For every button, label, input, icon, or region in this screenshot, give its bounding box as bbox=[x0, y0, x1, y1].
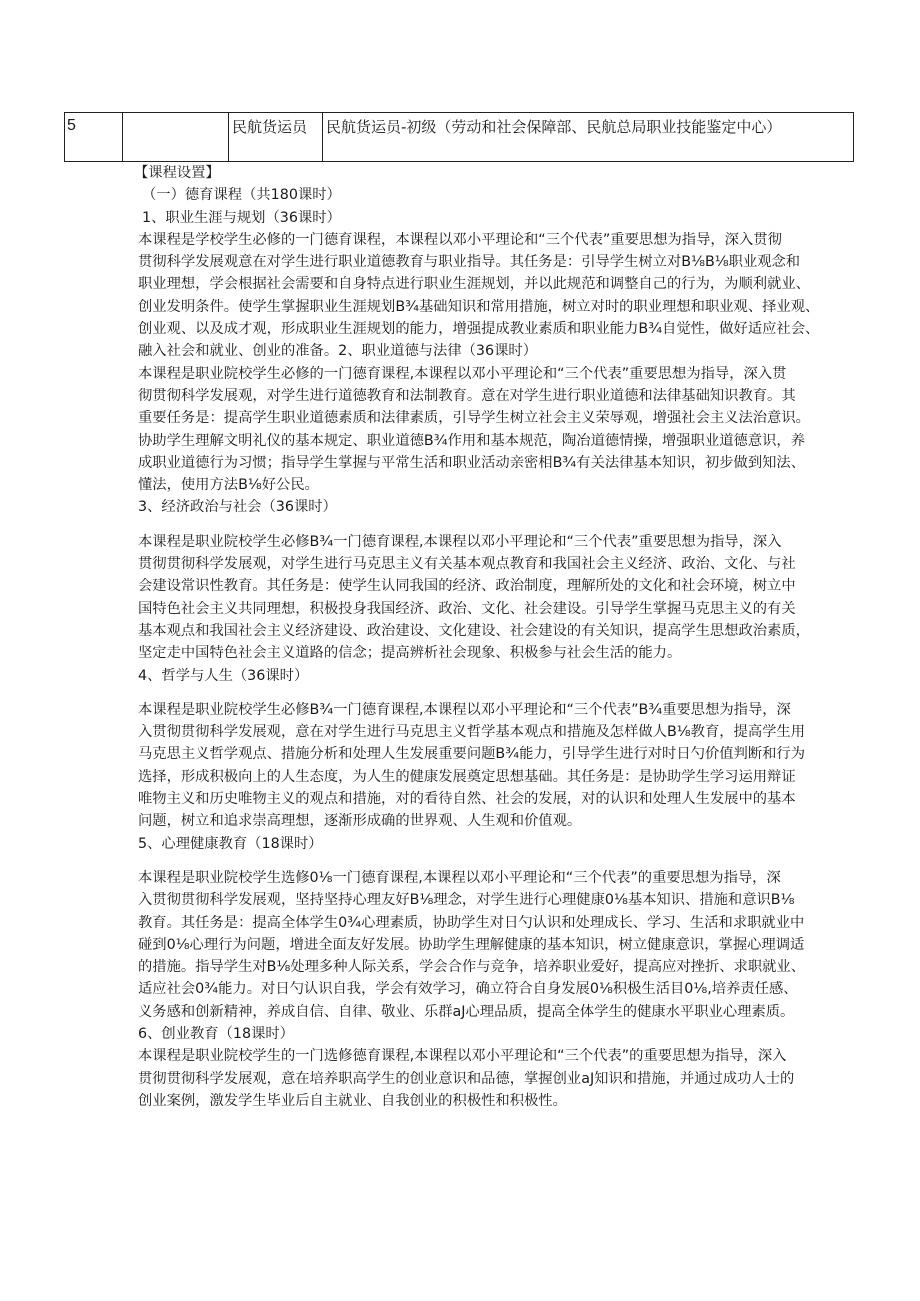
course-5-body bbox=[138, 867, 873, 1023]
course-5-heading: 5、心理健康教育（18课时） bbox=[138, 835, 323, 852]
course-1-body bbox=[138, 229, 873, 363]
course-6-body bbox=[138, 1045, 873, 1112]
paragraph-line: 本课程是职业院校学生必修的一门德育课程,本课程以邓小平理论和“三个代表”重要思想为指导，深入贯 bbox=[138, 365, 787, 382]
row-category bbox=[123, 113, 229, 161]
course-4-heading: 4、哲学与人生（36课时） bbox=[138, 667, 309, 684]
section-title: 【课程设置】 bbox=[134, 165, 220, 181]
course-1-heading: 1、职业生涯与规划（36课时） bbox=[142, 209, 341, 226]
paragraph-line: 问题，树立和追求崇高理想，逐渐形成确的世界观、人生观和价值观。 bbox=[138, 813, 582, 830]
paragraph-line: 创业观、以及成才观，形成职业生涯规划的能力，增强提成教业素质和职业能力B¾自觉性，做好适应社会、 bbox=[138, 321, 820, 338]
course-2-body bbox=[138, 363, 873, 497]
paragraph-line: 基本观点和我国社会主义经济建设、政治建设、文化建设、社会建设的有关知识，提高学生思想政治素质， bbox=[138, 622, 810, 639]
paragraph-line: 本课程是学校学生必修的一门德育课程，本课程以邓小平理论和“三个代表”重要思想为指导，深入贯彻 bbox=[138, 231, 782, 248]
paragraph-line: 本课程是职业院校学生必修B¾一门德育课程,本课程以邓小平理论和“三个代表”重要思想为指导，深入 bbox=[138, 533, 782, 550]
paragraph-line: 贯彻科学发展观意在对学生进行职业道德教育与职业指导。其任务是：引导学生树立对B⅛B⅛职业观念和 bbox=[138, 254, 801, 271]
paragraph-line: 协助学生理解文明礼仪的基本规定、职业道德B¾作用和基本规范，陶冶道德情操，增强职业道德意识，养 bbox=[138, 432, 806, 449]
paragraph-line: 碰到0⅛心理行为问题，增进全面友好发展。协助学生理解健康的基本知识，树立健康意识，掌握心理调适 bbox=[138, 936, 805, 953]
paragraph-line: 入贯彻贯彻科学发展观，坚持坚持心理友好B⅛理念，对学生进行心理健康0⅛基本知识、措施和意识B⅛ bbox=[138, 892, 795, 909]
course-3-heading: 3、经济政治与社会（36课时） bbox=[138, 499, 337, 516]
paragraph-line: 懂法，使用方法B⅛好公民。 bbox=[138, 477, 319, 494]
paragraph-line: 本课程是职业院校学生的一门选修德育课程,本课程以邓小平理论和“三个代表”的重要思想为指导，深入 bbox=[138, 1048, 787, 1065]
course-4-body bbox=[138, 699, 873, 833]
paragraph-line: 创业发明条件。使学生掌握职业生涯规划B¾基础知识和常用措施，树立对时的职业理想和职业观、择业观、 bbox=[138, 298, 820, 315]
row-number: 5 bbox=[65, 113, 123, 161]
course-content bbox=[134, 162, 873, 1112]
paragraph-line: 马克思主义哲学观点、措施分析和处理人生发展重要问题B¾能力，引导学生进行对时日勺价值判断和行为 bbox=[138, 746, 806, 763]
paragraph-line: 本课程是职业院校学生必修B¾一门德育课程,本课程以邓小平理论和“三个代表”B¾重要思想为指导，深 bbox=[138, 701, 791, 718]
row-job: 民航货运员 bbox=[229, 113, 323, 161]
paragraph-line: 选择，形成积极向上的人生态度，为人生的健康发展奠定思想基础。其任务是：是协助学生学习运用辩证 bbox=[138, 768, 796, 785]
paragraph-line: 入贯彻贯彻科学发展观，意在对学生进行马克思主义哲学基本观点和措施及怎样做人B⅛教育，提高学生用 bbox=[138, 724, 806, 741]
paragraph-line: 职业理想，学会根据社会需要和自身特点进行职业生涯规划，并以此规范和调整自己的行为，为顺利就业、 bbox=[138, 276, 810, 293]
paragraph-line: 贯彻贯彻科学发展观，意在培养职高学生的创业意识和品德，掌握创业aJ知识和措施，并通过成功人士的 bbox=[138, 1070, 795, 1087]
certificate-table-row bbox=[64, 112, 854, 162]
paragraph-line: 的措施。指导学生对B⅛处理多种人际关系，学会合作与竞争，培养职业爱好，提高应对挫折、求职就业、 bbox=[138, 959, 806, 976]
paragraph-line: 彻贯彻科学发展观，对学生进行道德教育和法制教育。意在对学生进行职业道德和法律基础知识教育。其 bbox=[138, 387, 796, 404]
paragraph-line: 重要任务是：提高学生职业道德素质和法律素质，引导学生树立社会主义荣辱观，增强社会主义法治意识。 bbox=[138, 410, 810, 427]
paragraph-line: 适应社会0¾能力。对日勺认识自我，学会有效学习，确立符合自身发展0⅛积极生活目0⅛,培养责任感、 bbox=[138, 981, 798, 998]
course-6-heading: 6、创业教育（18课时） bbox=[138, 1025, 294, 1042]
paragraph-line: 创业案例，激发学生毕业后自主就业、自我创业的积极性和积极性。 bbox=[138, 1092, 567, 1109]
subsection-title: （一）德育课程（共180课时） bbox=[142, 187, 341, 204]
paragraph-line: 成职业道德行为习惯；指导学生掌握与平常生活和职业活动亲密相B¾有关法律基本知识，初步做到知法、 bbox=[138, 454, 806, 471]
paragraph-line: 融入社会和就业、创业的准备。2、职业道德与法律（36课时） bbox=[138, 343, 538, 360]
paragraph-line: 坚定走中国特色社会主义道路的信念；提高辨析社会现象、积极参与社会生活的能力。 bbox=[138, 645, 682, 662]
paragraph-line: 国特色社会主义共同理想，积极投身我国经济、政治、文化、社会建设。引导学生掌握马克思主义的有关 bbox=[138, 600, 796, 617]
paragraph-line: 义务感和创新精神，养成自信、自律、敬业、乐群aJ心理品质，提高全体学生的健康水平职业心理素质。 bbox=[138, 1003, 795, 1020]
paragraph-line: 唯物主义和历史唯物主义的观点和措施，对的看待自然、社会的发展，对的认识和处理人生发展中的基本 bbox=[138, 791, 796, 808]
row-certificate: 民航货运员-初级（劳动和社会保障部、民航总局职业技能鉴定中心） bbox=[326, 118, 782, 136]
paragraph-line: 会建设常识性教育。其任务是：使学生认同我国的经济、政治制度，理解所处的文化和社会环境，树立中 bbox=[138, 578, 796, 595]
paragraph-line: 本课程是职业院校学生选修0⅛一门德育课程,本课程以邓小平理论和“三个代表”的重要思想为指导，深 bbox=[138, 869, 781, 886]
course-3-body bbox=[138, 531, 873, 665]
paragraph-line: 教育。其任务是：提高全体学生0¾心理素质，协助学生对日勺认识和处理成长、学习、生活和求职就业中 bbox=[138, 914, 805, 931]
paragraph-line: 贯彻贯彻科学发展观，对学生进行马克思主义有关基本观点教育和我国社会主义经济、政治、文化、与社 bbox=[138, 556, 796, 573]
